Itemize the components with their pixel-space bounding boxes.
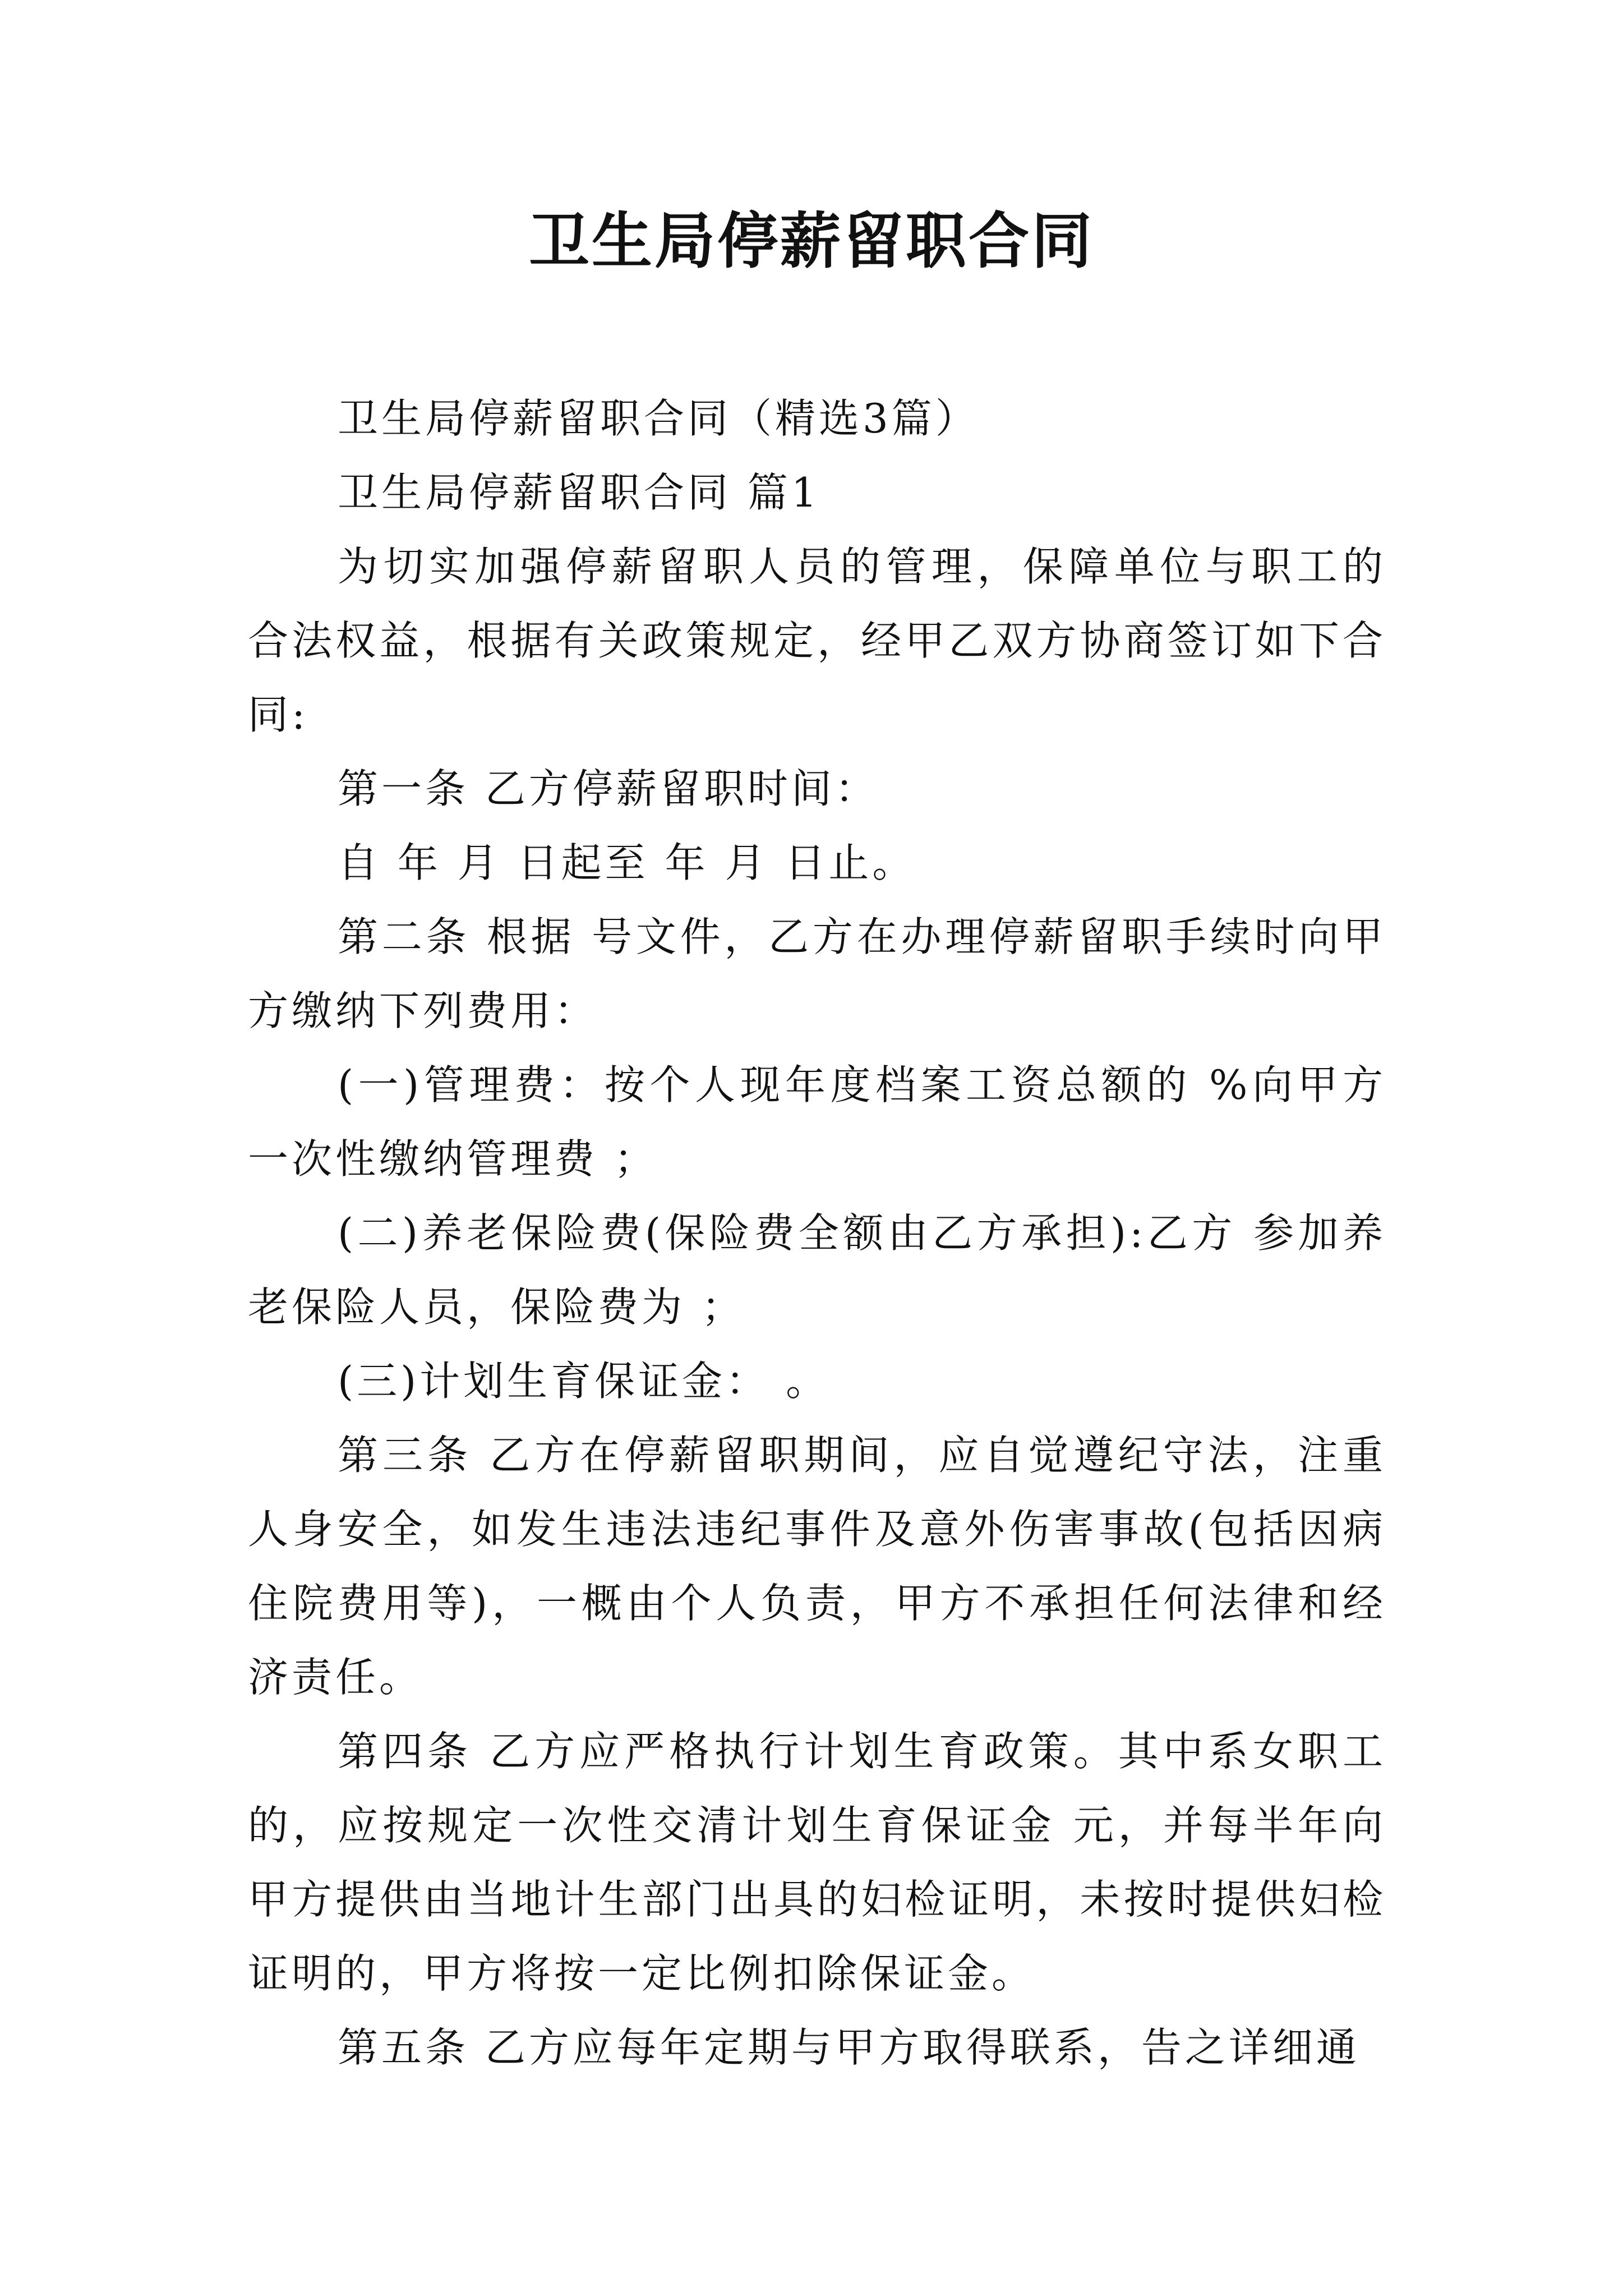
paragraph-subtitle: 卫生局停薪留职合同（精选3篇） [338,395,979,442]
paragraph-article-3: 第三条 乙方在停薪留职期间，应自觉遵纪守法，注重人身安全，如发生违法违纪事件及意外伤害事故(包括因病住院费用等)，一概由个人负责，甲方不承担任何法律和经济责任。 [248,1432,1386,1701]
paragraph-article-2-item-2: (二)养老保险费(保险费全额由乙方承担):乙方 参加养老保险人员，保险费为 ； [248,1209,1386,1331]
paragraph-section-heading: 卫生局停薪留职合同 篇1 [338,469,820,516]
paragraph-article-2-item-1: (一)管理费：按个人现年度档案工资总额的 %向甲方一次性缴纳管理费 ； [248,1061,1386,1182]
paragraph-preamble: 为切实加强停薪留职人员的管理，保障单位与职工的合法权益，根据有关政策规定，经甲乙双方协商签订如下合同: [248,543,1386,738]
document-body [248,381,1386,2085]
paragraph-article-1-period: 自 年 月 日起至 年 月 日止。 [338,839,916,886]
paragraph-article-4: 第四条 乙方应严格执行计划生育政策。其中系女职工的，应按规定一次性交清计划生育保证金 元，并每半年向甲方提供由当地计生部门出具的妇检证明，未按时提供妇检证明的，甲方将按一定比例扣除保证金。 [248,1728,1386,1997]
paragraph-article-1: 第一条 乙方停薪留职时间： [338,765,879,812]
paragraph-article-2: 第二条 根据 号文件，乙方在办理停薪留职手续时向甲方缴纳下列费用： [248,913,1386,1034]
document-title: 卫生局停薪留职合同 [528,206,1094,277]
paragraph-article-2-item-3: (三)计划生育保证金： 。 [338,1358,830,1405]
paragraph-article-5: 第五条 乙方应每年定期与甲方取得联系，告之详细通 [338,2024,1360,2071]
